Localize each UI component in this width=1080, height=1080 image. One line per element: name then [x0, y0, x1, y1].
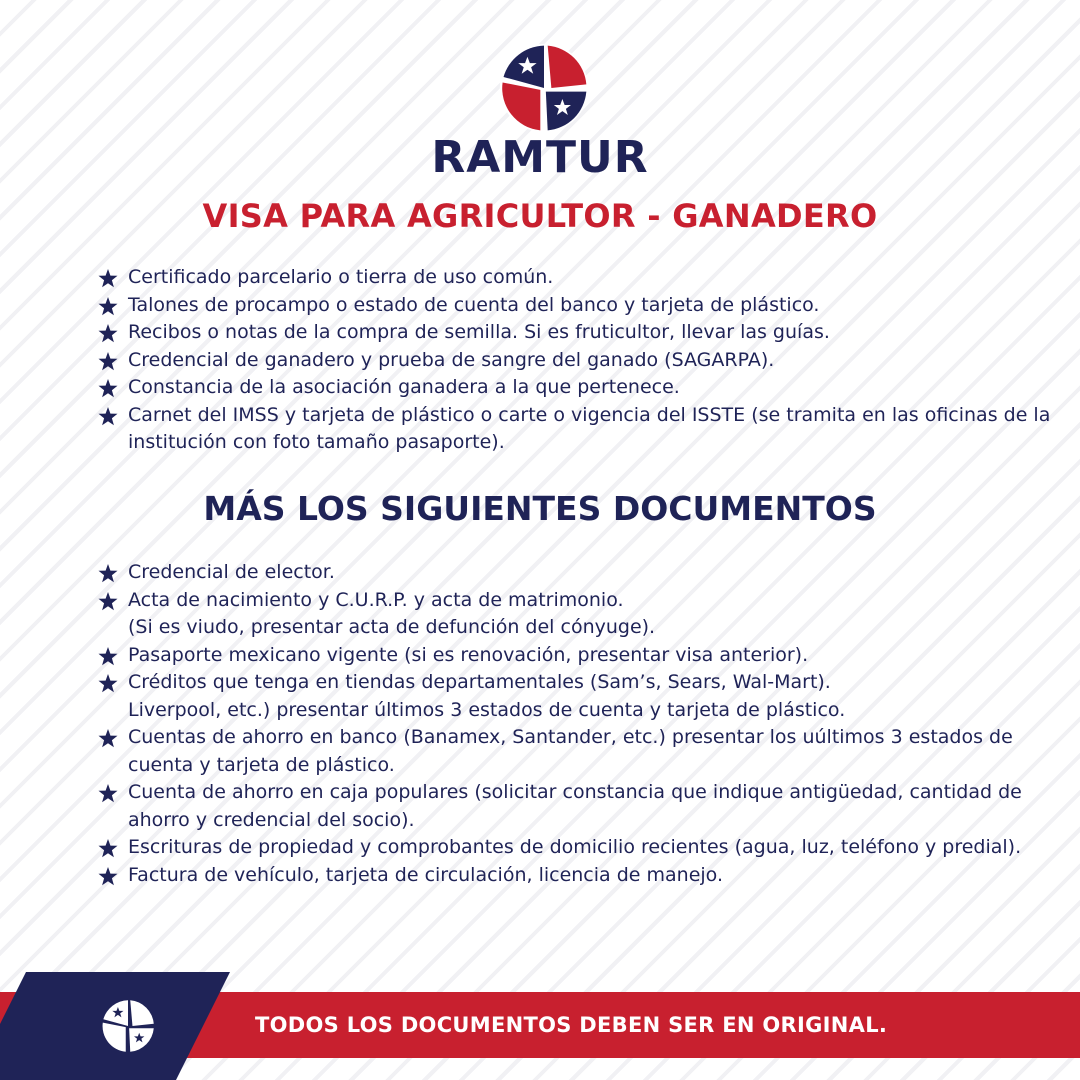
list-item	[98, 319, 1058, 347]
star-icon	[98, 269, 118, 288]
list-item	[98, 587, 1058, 642]
documents-list	[98, 559, 1058, 889]
ramtur-logo-icon	[498, 42, 590, 134]
list-item-text: Recibos o notas de la compra de semilla. Si es fruticultor, llevar las guías.	[128, 321, 830, 343]
list-item	[98, 292, 1058, 320]
requirements-list	[98, 264, 1058, 457]
list-item-text: Cuenta de ahorro en caja populares (solicitar constancia que indique antigüedad, cantidad de ahorro y credencial del socio).	[128, 781, 1022, 831]
list-item	[98, 559, 1058, 587]
list-item-text: Acta de nacimiento y C.U.R.P. y acta de matrimonio. (Si es viudo, presentar acta de defunción del cónyuge).	[128, 588, 656, 638]
brand-name: RAMTUR	[431, 132, 649, 183]
star-icon	[98, 592, 118, 611]
list-item	[98, 642, 1058, 670]
star-icon	[98, 729, 118, 748]
list-item-text: Credencial de elector.	[128, 561, 335, 583]
list-item	[98, 779, 1058, 834]
list-item	[98, 347, 1058, 375]
list-item	[98, 264, 1058, 292]
list-item-text: Constancia de la asociación ganadera a la que pertenece.	[128, 376, 680, 398]
star-icon	[98, 674, 118, 693]
list-item	[98, 402, 1058, 457]
star-icon	[98, 564, 118, 583]
star-icon	[98, 867, 118, 886]
star-icon	[98, 647, 118, 666]
list-item-text: Pasaporte mexicano vigente (si es renovación, presentar visa anterior).	[128, 643, 809, 666]
star-icon	[98, 352, 118, 371]
list-item	[98, 862, 1058, 890]
list-item-text: Créditos que tenga en tiendas departamentales (Sam’s, Sears, Wal-Mart). Liverpool, etc.) presentar últimos 3 estados de cuenta y tarjeta de plástico.	[128, 671, 846, 721]
section-subtitle: MÁS LOS SIGUIENTES DOCUMENTOS	[203, 489, 877, 528]
list-item	[98, 724, 1058, 779]
star-icon	[98, 407, 118, 426]
list-item-text: Certificado parcelario o tierra de uso común.	[128, 266, 554, 288]
ramtur-logo-icon	[100, 998, 156, 1054]
list-item	[98, 374, 1058, 402]
footer-text: TODOS LOS DOCUMENTOS DEBEN SER EN ORIGINAL.	[255, 1013, 888, 1037]
list-item-text: Talones de procampo o estado de cuenta del banco y tarjeta de plástico.	[128, 293, 820, 316]
list-item-text: Credencial de ganadero y prueba de sangre del ganado (SAGARPA).	[128, 348, 775, 371]
list-item-text: Cuentas de ahorro en banco (Banamex, Santander, etc.) presentar los uúltimos 3 estados de cuenta y tarjeta de plástico.	[128, 726, 1013, 776]
list-item-text: Escrituras de propiedad y comprobantes de domicilio recientes (agua, luz, teléfono y predial).	[128, 836, 1022, 858]
star-icon	[98, 379, 118, 398]
star-icon	[98, 324, 118, 343]
page-title: VISA PARA AGRICULTOR - GANADERO	[202, 197, 878, 235]
list-item	[98, 669, 1058, 724]
star-icon	[98, 784, 118, 803]
list-item-text: Factura de vehículo, tarjeta de circulación, licencia de manejo.	[128, 863, 723, 886]
star-icon	[98, 839, 118, 858]
list-item	[98, 834, 1058, 862]
star-icon	[98, 297, 118, 316]
list-item-text: Carnet del IMSS y tarjeta de plástico o carte o vigencia del ISSTE (se tramita en las oficinas de la institución con foto tamaño pasaporte).	[128, 403, 1051, 453]
